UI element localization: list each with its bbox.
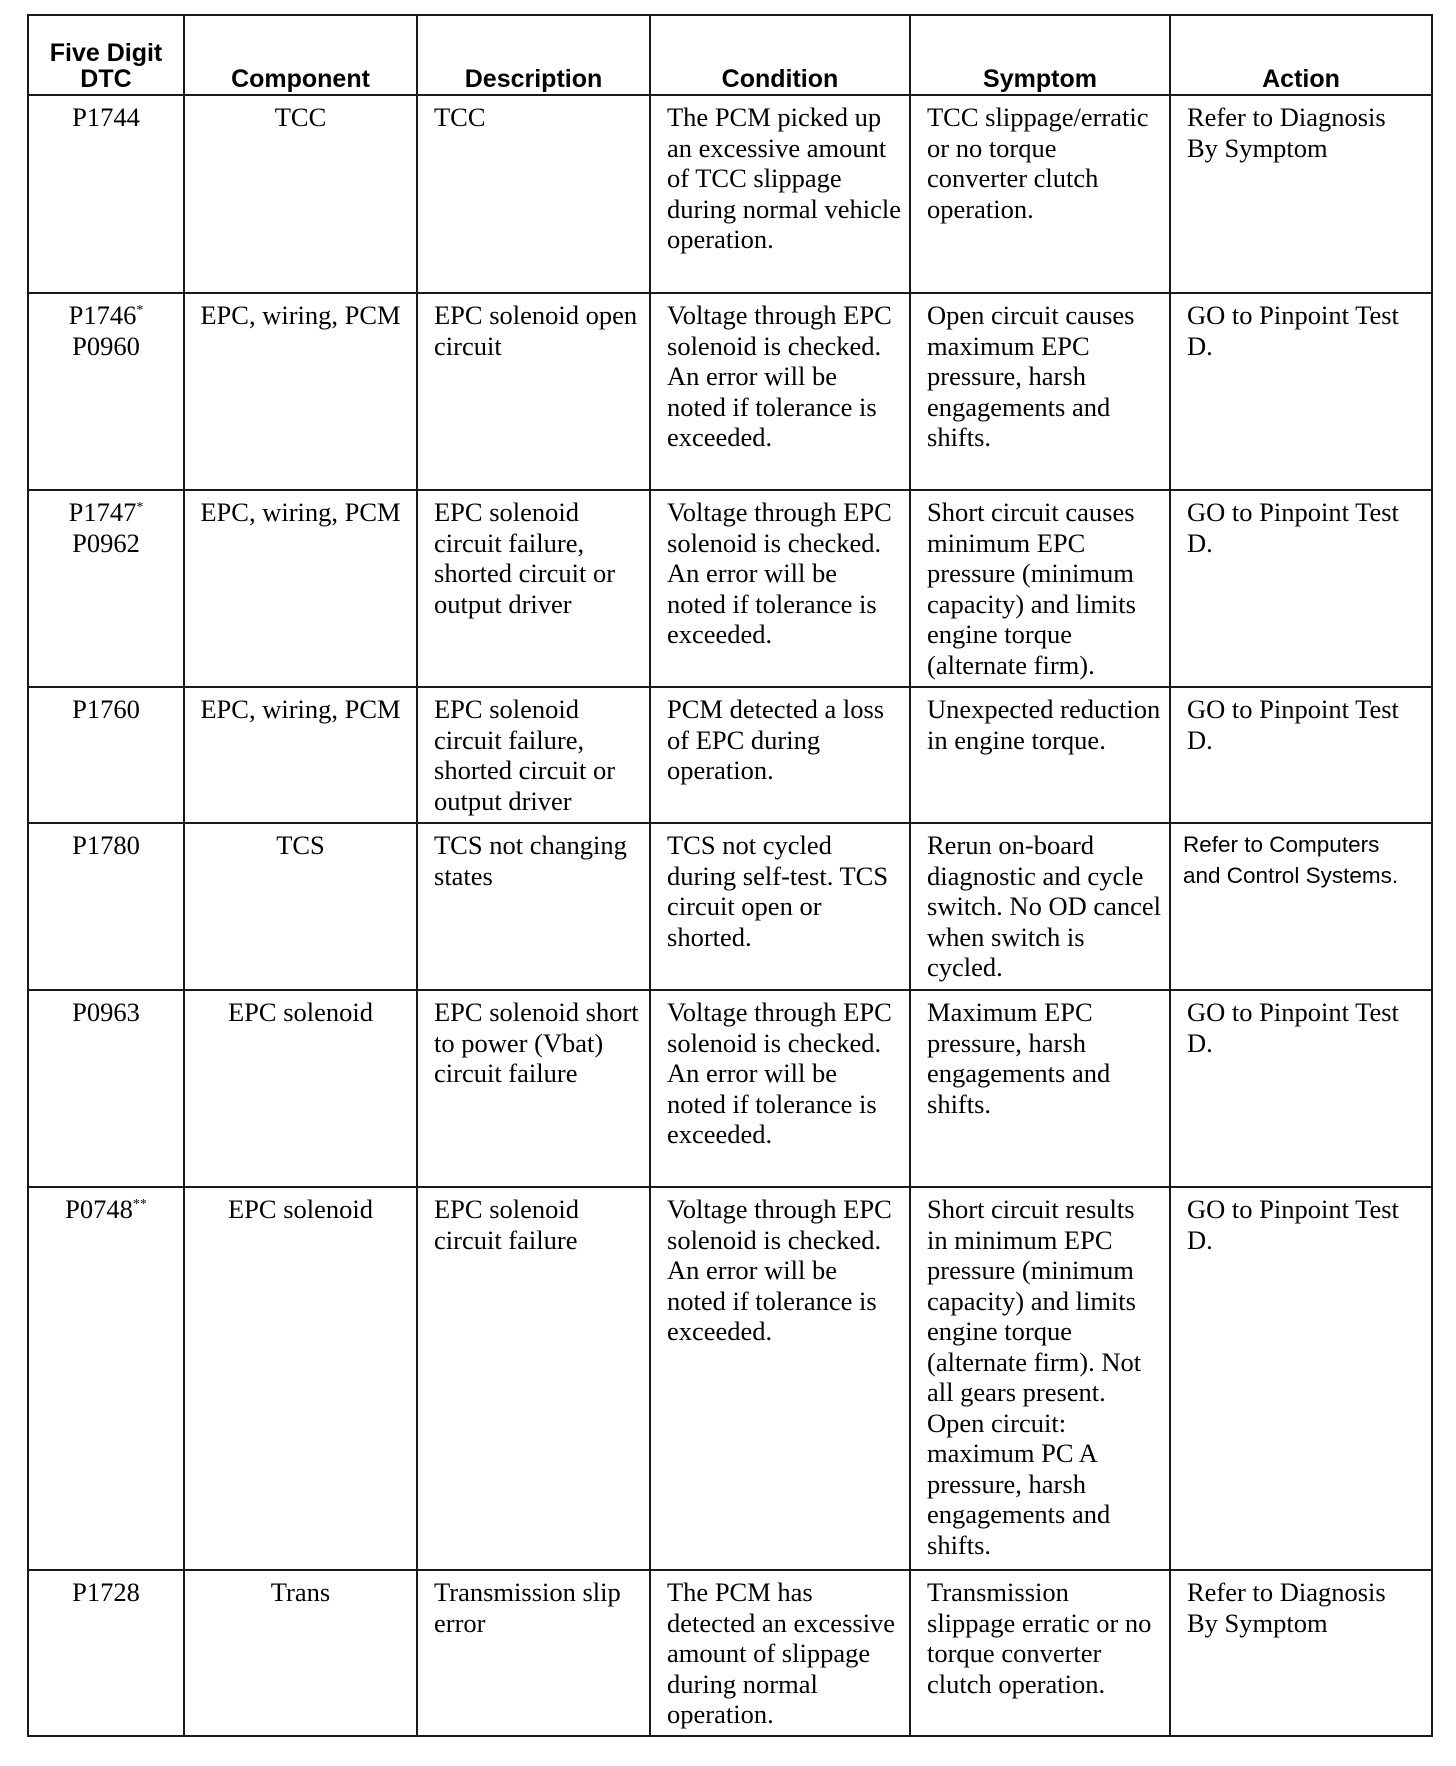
footnote-mark: * bbox=[136, 303, 144, 318]
condition-cell: Voltage through EPC solenoid is checked. An error will be noted if tolerance is exceeded. bbox=[650, 1187, 910, 1570]
dtc-code-cell bbox=[28, 687, 184, 823]
component-cell: EPC solenoid bbox=[184, 1187, 417, 1570]
symptom-cell: Rerun on-board diagnostic and cycle switch. No OD cancel when switch is cycled. bbox=[910, 823, 1170, 990]
description-cell: EPC solenoid circuit failure, shorted circuit or output driver bbox=[417, 490, 650, 687]
dtc-code: P1728 bbox=[72, 1577, 140, 1607]
header-condition: Condition bbox=[650, 15, 910, 95]
dtc-code-cell bbox=[28, 823, 184, 990]
table-row bbox=[28, 490, 1432, 687]
symptom-cell: TCC slippage/erratic or no torque converter clutch operation. bbox=[910, 95, 1170, 293]
dtc-code: P0963 bbox=[72, 997, 140, 1027]
action-cell: Refer to Diagnosis By Symptom bbox=[1170, 95, 1432, 293]
header-action: Action bbox=[1170, 15, 1432, 95]
component-cell: Trans bbox=[184, 1570, 417, 1736]
header-description: Description bbox=[417, 15, 650, 95]
condition-cell: The PCM has detected an excessive amount of slippage during normal operation. bbox=[650, 1570, 910, 1736]
table-row bbox=[28, 95, 1432, 293]
action-cell: GO to Pinpoint Test D. bbox=[1170, 687, 1432, 823]
symptom-cell: Unexpected reduction in engine torque. bbox=[910, 687, 1170, 823]
dtc-code-cell bbox=[28, 95, 184, 293]
action-cell: Refer to Computers and Control Systems. bbox=[1170, 823, 1432, 990]
dtc-code: P1760 bbox=[72, 694, 140, 724]
dtc-code-alt: P0960 bbox=[72, 330, 140, 361]
condition-cell: Voltage through EPC solenoid is checked. An error will be noted if tolerance is exceeded. bbox=[650, 293, 910, 490]
description-cell: EPC solenoid circuit failure, shorted circuit or output driver bbox=[417, 687, 650, 823]
description-cell: EPC solenoid circuit failure bbox=[417, 1187, 650, 1570]
condition-cell: The PCM picked up an excessive amount of TCC slippage during normal vehicle operation. bbox=[650, 95, 910, 293]
symptom-cell: Short circuit results in minimum EPC pressure (minimum capacity) and limits engine torque (alternate firm). Not all gears present. Open circuit: maximum PC A pressure, harsh engagements and shifts. bbox=[910, 1187, 1170, 1570]
component-cell: EPC, wiring, PCM bbox=[184, 293, 417, 490]
header-dtc bbox=[28, 15, 184, 95]
component-cell: TCC bbox=[184, 95, 417, 293]
footnote-mark: * bbox=[136, 500, 144, 515]
condition-cell: Voltage through EPC solenoid is checked. An error will be noted if tolerance is exceeded. bbox=[650, 490, 910, 687]
table-row bbox=[28, 1187, 1432, 1570]
dtc-table bbox=[27, 14, 1433, 1737]
dtc-code-cell bbox=[28, 490, 184, 687]
description-cell: TCC bbox=[417, 95, 650, 293]
header-symptom: Symptom bbox=[910, 15, 1170, 95]
dtc-code: P0748 bbox=[65, 1194, 133, 1224]
action-cell: GO to Pinpoint Test D. bbox=[1170, 293, 1432, 490]
description-cell: EPC solenoid short to power (Vbat) circuit failure bbox=[417, 990, 650, 1187]
dtc-code: P1780 bbox=[72, 830, 140, 860]
condition-cell: TCS not cycled during self-test. TCS circuit open or shorted. bbox=[650, 823, 910, 990]
component-cell: EPC, wiring, PCM bbox=[184, 490, 417, 687]
dtc-code-cell bbox=[28, 1187, 184, 1570]
dtc-code: P1747 bbox=[68, 497, 137, 527]
action-cell: GO to Pinpoint Test D. bbox=[1170, 990, 1432, 1187]
condition-cell: PCM detected a loss of EPC during operation. bbox=[650, 687, 910, 823]
table-row bbox=[28, 687, 1432, 823]
dtc-code-cell bbox=[28, 990, 184, 1187]
description-cell: Transmission slip error bbox=[417, 1570, 650, 1736]
component-cell: EPC, wiring, PCM bbox=[184, 687, 417, 823]
action-cell: GO to Pinpoint Test D. bbox=[1170, 1187, 1432, 1570]
table-row bbox=[28, 293, 1432, 490]
component-cell: TCS bbox=[184, 823, 417, 990]
table-row bbox=[28, 823, 1432, 990]
table-row bbox=[28, 990, 1432, 1187]
header-row bbox=[28, 15, 1432, 95]
dtc-code-alt: P0962 bbox=[72, 527, 140, 558]
description-cell: TCS not changing states bbox=[417, 823, 650, 990]
footnote-mark: ** bbox=[132, 1197, 147, 1212]
header-component: Component bbox=[184, 15, 417, 95]
symptom-cell: Short circuit causes minimum EPC pressure (minimum capacity) and limits engine torque (alternate firm). bbox=[910, 490, 1170, 687]
dtc-code-cell bbox=[28, 293, 184, 490]
symptom-cell: Maximum EPC pressure, harsh engagements and shifts. bbox=[910, 990, 1170, 1187]
table-row bbox=[28, 1570, 1432, 1736]
action-cell: GO to Pinpoint Test D. bbox=[1170, 490, 1432, 687]
header-dtc-line1: Five Digit bbox=[49, 39, 163, 67]
description-cell: EPC solenoid open circuit bbox=[417, 293, 650, 490]
dtc-code-cell bbox=[28, 1570, 184, 1736]
dtc-code: P1746 bbox=[68, 300, 137, 330]
header-dtc-line2: DTC bbox=[80, 65, 132, 93]
symptom-cell: Open circuit causes maximum EPC pressure, harsh engagements and shifts. bbox=[910, 293, 1170, 490]
action-cell: Refer to Diagnosis By Symptom bbox=[1170, 1570, 1432, 1736]
condition-cell: Voltage through EPC solenoid is checked. An error will be noted if tolerance is exceeded. bbox=[650, 990, 910, 1187]
component-cell: EPC solenoid bbox=[184, 990, 417, 1187]
symptom-cell: Transmission slippage erratic or no torque converter clutch operation. bbox=[910, 1570, 1170, 1736]
dtc-code: P1744 bbox=[72, 102, 140, 132]
